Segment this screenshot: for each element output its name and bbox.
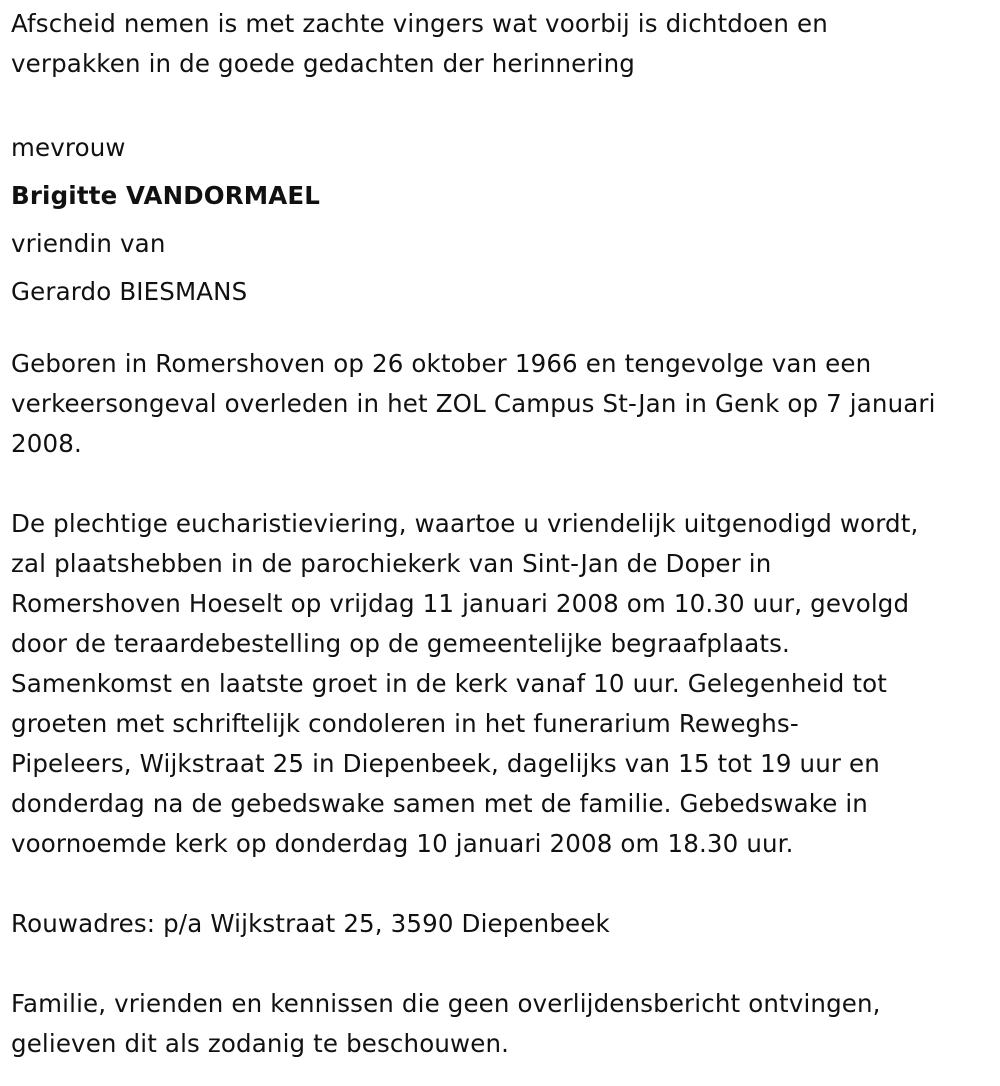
- closing-line: Familie, vrienden en kennissen die geen overlijdensbericht ontvingen,: [11, 989, 881, 1018]
- ceremony-line: donderdag na de gebedswake samen met de familie. Gebedswake in: [11, 789, 868, 818]
- opening-quote: [11, 4, 991, 84]
- identity-block: [11, 124, 991, 316]
- ceremony-line: Pipeleers, Wijkstraat 25 in Diepenbeek, dagelijks van 15 tot 19 uur en: [11, 749, 880, 778]
- spacer: [11, 864, 991, 904]
- ceremony-paragraph: [11, 504, 991, 864]
- spacer: [11, 464, 991, 504]
- birth-death-paragraph: [11, 344, 991, 464]
- opening-quote-line: verpakken in de goede gedachten der herinnering: [11, 49, 635, 78]
- honorific: mevrouw: [11, 133, 126, 162]
- birth-death-line: verkeersongeval overleden in het ZOL Campus St-Jan in Genk op 7 januari: [11, 389, 936, 418]
- spacer: [11, 84, 991, 124]
- birth-death-line: 2008.: [11, 429, 82, 458]
- ceremony-line: groeten met schriftelijk condoleren in het funerarium Reweghs-: [11, 709, 799, 738]
- closing-paragraph: [11, 984, 991, 1064]
- closing-line: gelieven dit als zodanig te beschouwen.: [11, 1029, 510, 1058]
- mourning-address-paragraph: [11, 904, 991, 944]
- relation-label: vriendin van: [11, 229, 166, 258]
- ceremony-line: Romershoven Hoeselt op vrijdag 11 januari 2008 om 10.30 uur, gevolgd: [11, 589, 910, 618]
- ceremony-line: zal plaatshebben in de parochiekerk van Sint-Jan de Doper in: [11, 549, 772, 578]
- birth-death-line: Geboren in Romershoven op 26 oktober 1966 en tengevolge van een: [11, 349, 872, 378]
- spacer: [11, 316, 991, 344]
- ceremony-line: De plechtige eucharistieviering, waartoe u vriendelijk uitgenodigd wordt,: [11, 509, 919, 538]
- mourning-address: Rouwadres: p/a Wijkstraat 25, 3590 Diepenbeek: [11, 909, 610, 938]
- spacer: [11, 944, 991, 984]
- ceremony-line: Samenkomst en laatste groet in de kerk vanaf 10 uur. Gelegenheid tot: [11, 669, 888, 698]
- deceased-name: Brigitte VANDORMAEL: [11, 181, 320, 210]
- ceremony-line: voornoemde kerk op donderdag 10 januari 2008 om 18.30 uur.: [11, 829, 794, 858]
- opening-quote-line: Afscheid nemen is met zachte vingers wat voorbij is dichtdoen en: [11, 9, 828, 38]
- partner-name: Gerardo BIESMANS: [11, 277, 248, 306]
- ceremony-line: door de teraardebestelling op de gemeentelijke begraafplaats.: [11, 629, 790, 658]
- death-notice: [11, 4, 991, 1064]
